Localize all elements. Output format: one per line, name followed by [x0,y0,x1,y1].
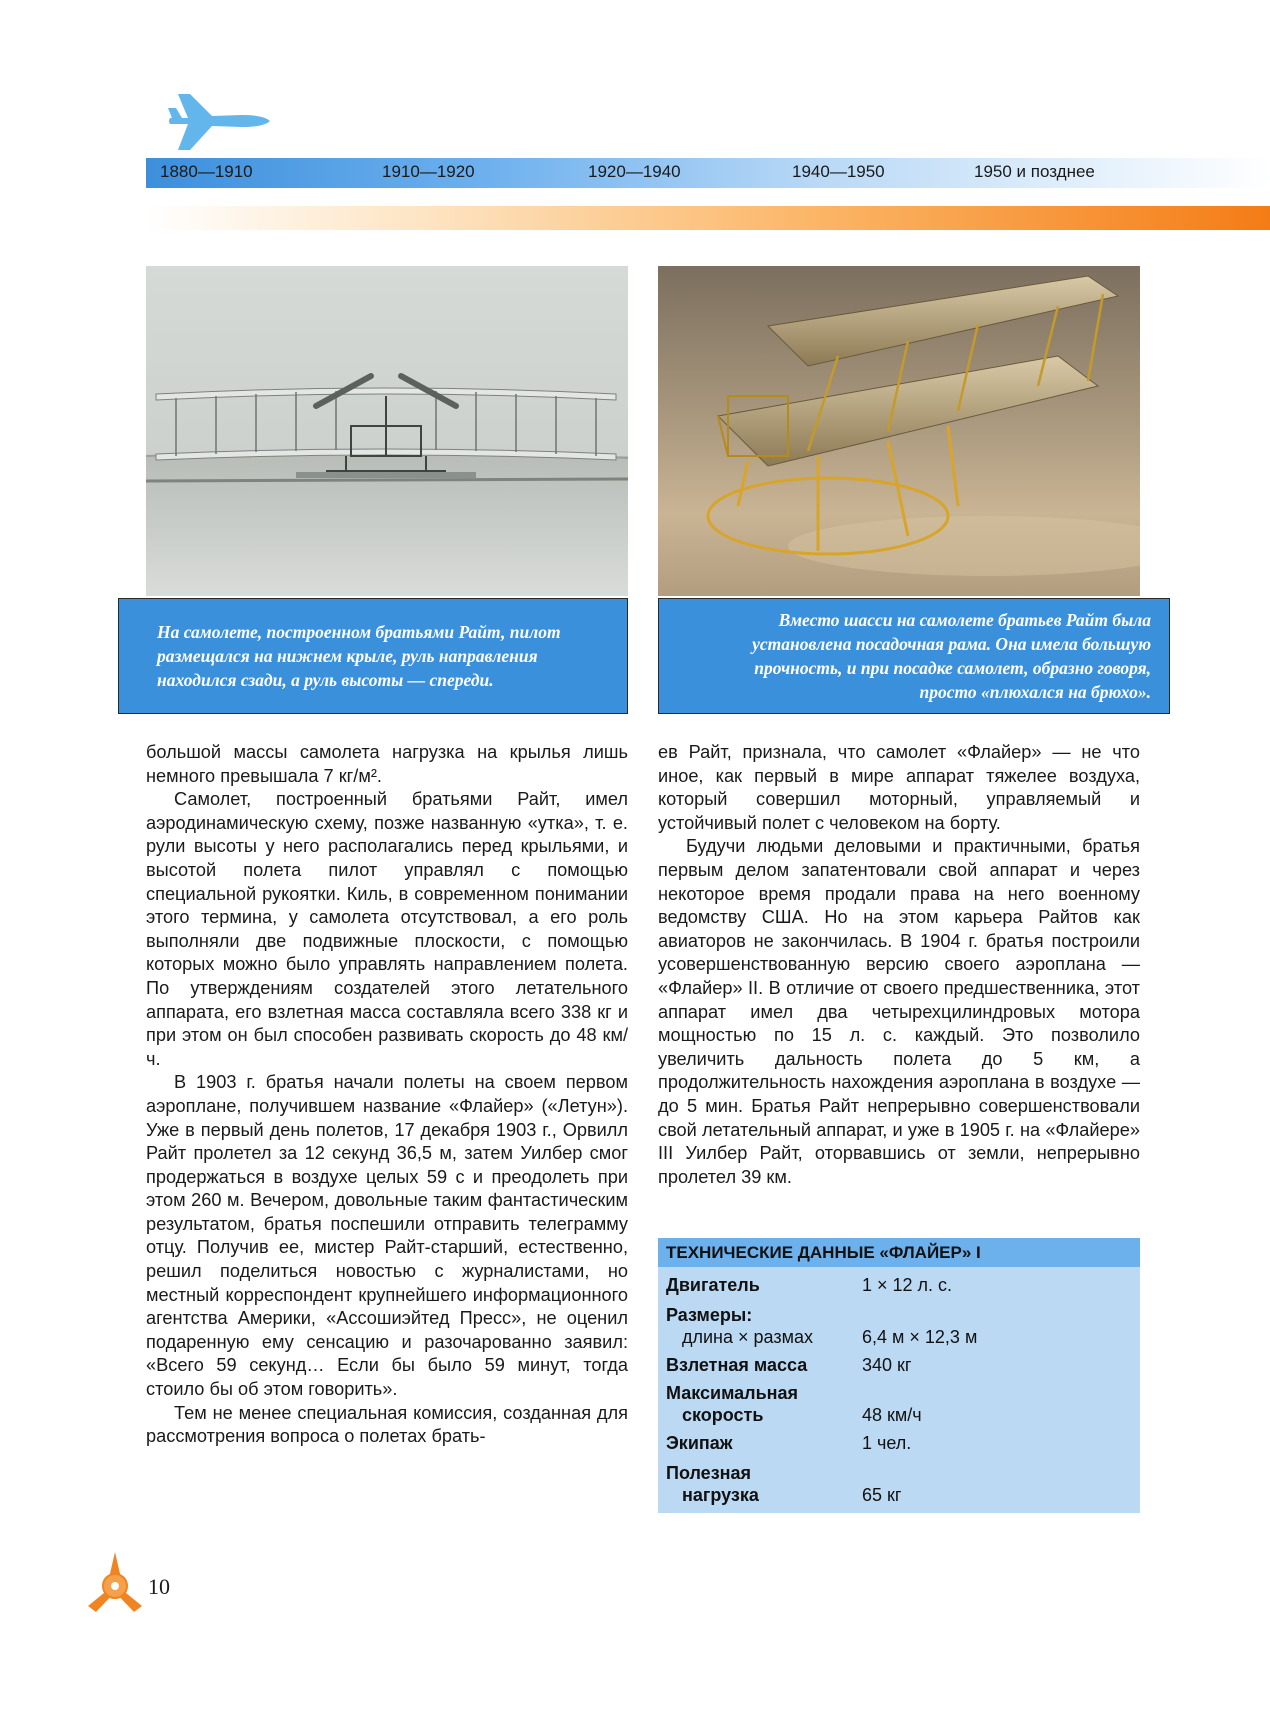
caption-line: размещался на нижнем крыле, руль направления [157,646,538,666]
timeline-period: 1950 и позднее [974,162,1095,181]
body-column-left [146,741,628,1449]
caption-line: На самолете, построенном братьями Райт, пилот [157,622,561,642]
paragraph: Будучи людьми деловыми и практичными, братья первым делом запатентовали свой аппарат и через некоторое время продали права на него военному ведомству США. Но на этом карьера Райтов как авиаторов не закончилась. В 1904 г. братья построили усовершенствованную версию своего аэроплана — «Флайер» II. В отличие от своего предшественника, этот аппарат имел два четырехцилиндровых мотора мощностью по 15 л. с. каждый. Это позволило увеличить дальность полета до 5 км, а продолжительность нахождения аэроплана в воздухе — до 5 мин. Братья Райт непрерывно совершенствовали свой летательный аппарат, и уже в 1905 г. на «Флайере» III Уилбер Райт, оторвавшись от земли, непрерывно пролетел 39 км. [658,836,1140,1187]
paragraph: ев Райт, признала, что самолет «Флайер» — не что иное, как первый в мире аппарат тяжелее воздуха, который совершил моторный, управляемый и устойчивый полет с человеком на борту. [658,742,1140,833]
spec-label-crew: Экипаж [666,1433,733,1453]
photo-caption-right [658,598,1170,714]
caption-line: установлена посадочная рама. Она имела большую [752,634,1151,654]
caption-line: просто «плюхался на брюхо». [919,682,1151,702]
specs-table [658,1238,1140,1513]
timeline-period: 1940—1950 [792,162,885,181]
spec-label-takeoff: Взлетная масса [666,1355,808,1375]
propeller-icon [84,1548,146,1618]
timeline-period: 1920—1940 [588,162,681,181]
wright-flyer-photo [146,266,628,596]
photo-caption-left [118,598,628,714]
spec-label-speed: Максимальная [666,1383,799,1403]
spec-label-dimensions: Размеры: [666,1305,753,1325]
spec-value-payload: 65 кг [862,1485,902,1505]
caption-line: прочность, и при посадке самолет, образно говоря, [754,658,1151,678]
specs-title: ТЕХНИЧЕСКИЕ ДАННЫЕ «ФЛАЙЕР» I [658,1238,1140,1267]
body-column-right [658,741,1140,1189]
paragraph: Самолет, построенный братьями Райт, имел аэродинамическую схему, позже названную «утка», т. е. рули высоты у него располагались перед крыльями, и высотой полета пилот управлял с помощью специальной рукоятки. Киль, в современном понимании этого термина, у самолета отсутствовал, а его роль выполняли две подвижные плоскости, с помощью которых можно было управлять направлением полета. По утверждениям создателей этого летательного аппарата, его взлетная масса составляла всего 338 кг и при этом он был способен развивать скорость до 48 км/ч. [146,789,628,1069]
spec-label-dimensions-sub: длина × размах [682,1327,813,1347]
spec-label-engine: Двигатель [666,1275,760,1295]
paragraph: большой массы самолета нагрузка на крылья лишь немного превышала 7 кг/м². [146,742,628,786]
page-number: 10 [148,1574,170,1599]
spec-label-payload-cont: нагрузка [682,1485,759,1505]
spec-value-speed: 48 км/ч [862,1405,922,1425]
spec-value-dimensions: 6,4 м × 12,3 м [862,1327,978,1347]
timeline-period: 1880—1910 [160,162,253,181]
spec-value-takeoff: 340 кг [862,1355,912,1375]
spec-label-payload: Полезная [666,1463,752,1483]
decorative-orange-bar [146,206,1270,230]
paragraph: Тем не менее специальная комиссия, созданная для рассмотрения вопроса о полетах брать- [146,1402,628,1447]
timeline-bar [146,158,1270,188]
spec-value-engine: 1 × 12 л. с. [862,1275,953,1295]
caption-line: Вместо шасси на самолете братьев Райт была [778,610,1151,630]
spec-value-crew: 1 чел. [862,1433,912,1453]
spec-label-speed-cont: скорость [682,1405,764,1425]
flyer-3d-render [658,266,1140,596]
jet-plane-icon [168,88,272,154]
caption-line: находился сзади, а руль высоты — спереди. [157,670,494,690]
timeline-period: 1910—1920 [382,162,475,181]
paragraph: В 1903 г. братья начали полеты на своем первом аэроплане, получившем название «Флайер» («Летун»). Уже в первый день полетов, 17 декабря 1903 г., Орвилл Райт пролетел за 12 секунд 36,5 м, затем Уилбер смог продержаться в воздухе целых 59 с и преодолеть при этом 260 м. Вечером, довольные таким фантастическим результатом, братья поспешили отправить телеграмму отцу. Получив ее, мистер Райт-старший, естественно, решил поделиться новостью с журналистами, но местный корреспондент крупнейшего информационного агентства Америки, «Ассошиэйтед Пресс», не оценил подаренную ему сенсацию и разочарованно заявил: «Всего 59 секунд… Если бы было 59 минут, тогда стоило бы об этом говорить». [146,1072,628,1400]
